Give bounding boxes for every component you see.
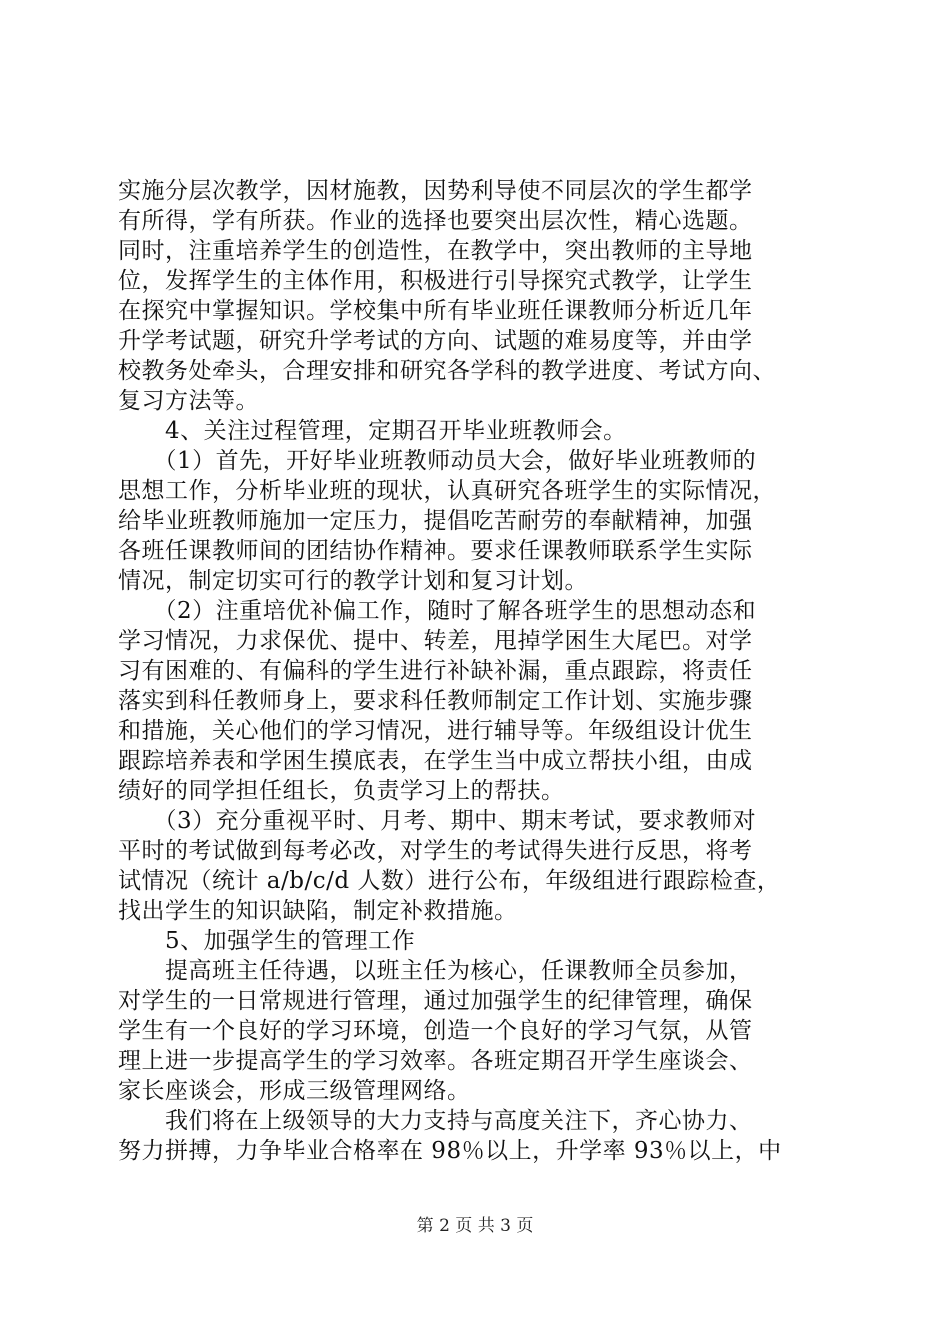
body-text-line: 位，发挥学生的主体作用，积极进行引导探究式教学，让学生 bbox=[118, 268, 753, 294]
body-text-line: 找出学生的知识缺陷，制定补救措施。 bbox=[118, 898, 518, 924]
body-text-line: 复习方法等。 bbox=[118, 388, 259, 414]
body-text-line: 升学考试题，研究升学考试的方向、试题的难易度等，并由学 bbox=[118, 328, 753, 354]
body-text-line: （1）首先，开好毕业班教师动员大会，做好毕业班教师的 bbox=[118, 448, 757, 474]
body-text-line: 在探究中掌握知识。学校集中所有毕业班任课教师分析近几年 bbox=[118, 298, 753, 324]
body-text-line: 努力拼搏，力争毕业合格率在 98％以上，升学率 93％以上，中 bbox=[118, 1138, 782, 1164]
body-text-line: 实施分层次教学，因材施教，因势利导使不同层次的学生都学 bbox=[118, 178, 753, 204]
body-text-line: 绩好的同学担任组长，负责学习上的帮扶。 bbox=[118, 778, 565, 804]
body-text-line: 情况，制定切实可行的教学计划和复习计划。 bbox=[118, 568, 588, 594]
body-text-line: 有所得，学有所获。作业的选择也要突出层次性，精心选题。 bbox=[118, 208, 753, 234]
body-text-line: 理上进一步提高学生的学习效率。各班定期召开学生座谈会、 bbox=[118, 1048, 753, 1074]
section-heading: 5、加强学生的管理工作 bbox=[118, 928, 416, 954]
body-text-line: 试情况（统计 a/b/c/d 人数）进行公布，年级组进行跟踪检查， bbox=[118, 868, 781, 894]
body-text-line: 同时，注重培养学生的创造性，在教学中，突出教师的主导地 bbox=[118, 238, 753, 264]
body-text-line: 对学生的一日常规进行管理，通过加强学生的纪律管理，确保 bbox=[118, 988, 753, 1014]
body-text-line: （2）注重培优补偏工作，随时了解各班学生的思想动态和 bbox=[118, 598, 757, 624]
page-footer: 第 2 页 共 3 页 bbox=[416, 1216, 534, 1236]
body-text-line: 学习情况，力求保优、提中、转差，甩掉学困生大尾巴。对学 bbox=[118, 628, 753, 654]
body-text-line: 家长座谈会，形成三级管理网络。 bbox=[118, 1078, 471, 1104]
body-text-line: 给毕业班教师施加一定压力，提倡吃苦耐劳的奉献精神，加强 bbox=[118, 508, 753, 534]
body-text-line: 校教务处牵头，合理安排和研究各学科的教学进度、考试方向、 bbox=[118, 358, 776, 384]
body-text-line: 和措施，关心他们的学习情况，进行辅导等。年级组设计优生 bbox=[118, 718, 753, 744]
body-text-line: 跟踪培养表和学困生摸底表，在学生当中成立帮扶小组，由成 bbox=[118, 748, 753, 774]
body-text-line: 各班任课教师间的团结协作精神。要求任课教师联系学生实际 bbox=[118, 538, 753, 564]
body-text-line: 习有困难的、有偏科的学生进行补缺补漏，重点跟踪，将责任 bbox=[118, 658, 753, 684]
body-text-line: 思想工作，分析毕业班的现状，认真研究各班学生的实际情况， bbox=[118, 478, 776, 504]
body-text-line: 学生有一个良好的学习环境，创造一个良好的学习气氛，从管 bbox=[118, 1018, 753, 1044]
body-text-line: 我们将在上级领导的大力支持与高度关注下，齐心协力、 bbox=[118, 1108, 753, 1134]
body-text-line: 平时的考试做到每考必改，对学生的考试得失进行反思，将考 bbox=[118, 838, 753, 864]
body-text-line: 提高班主任待遇，以班主任为核心，任课教师全员参加， bbox=[118, 958, 753, 984]
body-text-line: （3）充分重视平时、月考、期中、期末考试，要求教师对 bbox=[118, 808, 757, 834]
section-heading: 4、关注过程管理，定期召开毕业班教师会。 bbox=[118, 418, 627, 444]
body-text-line: 落实到科任教师身上，要求科任教师制定工作计划、实施步骤 bbox=[118, 688, 753, 714]
